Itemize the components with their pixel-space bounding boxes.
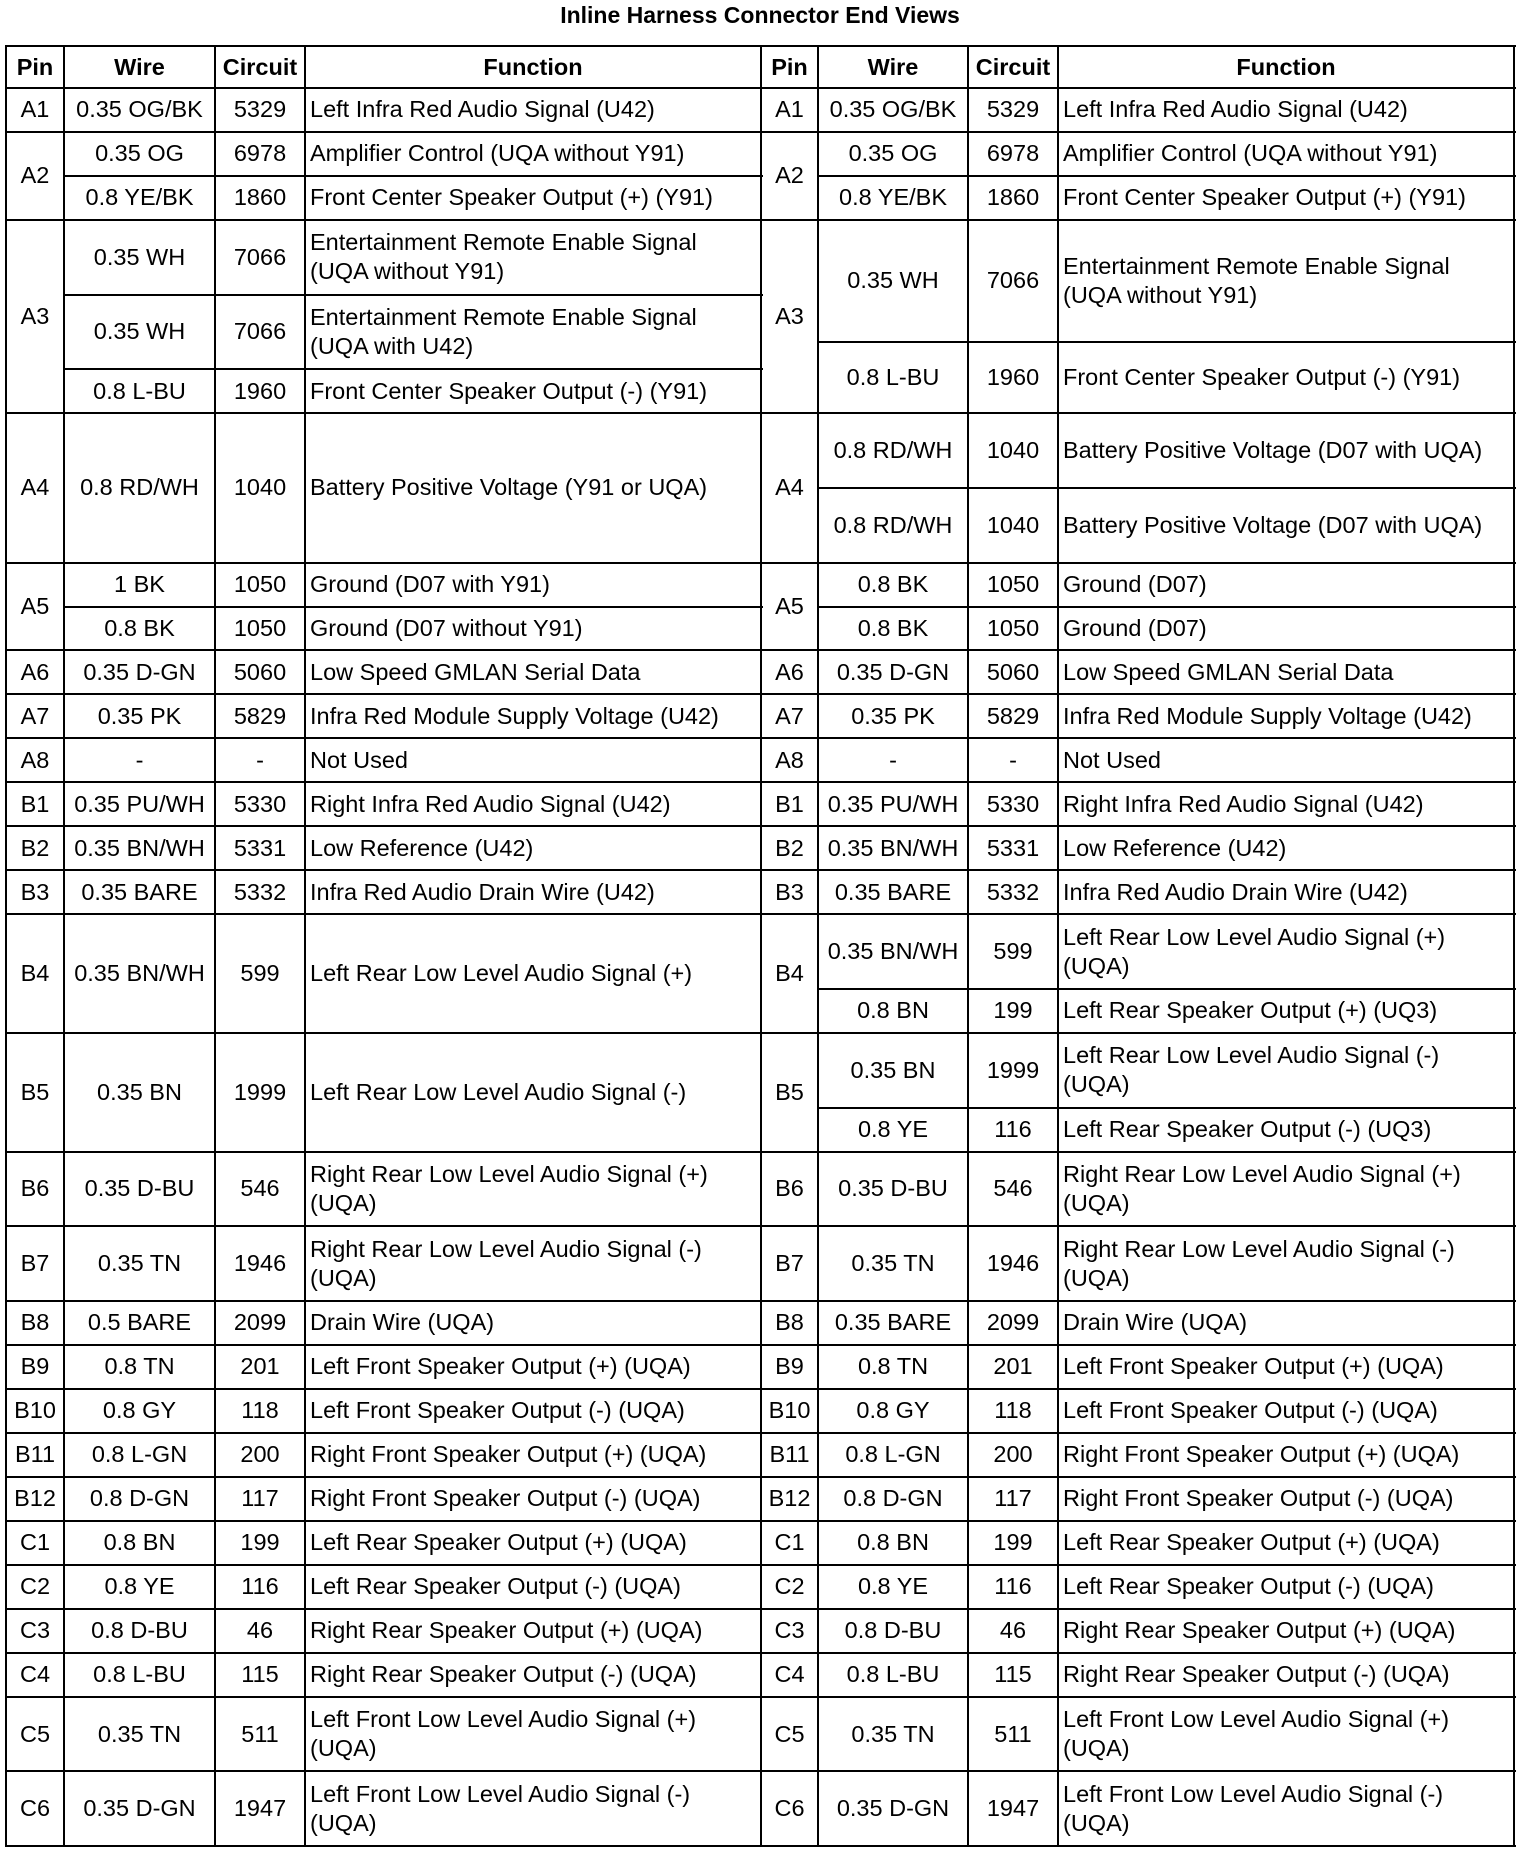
wire-cell: 0.8 TN bbox=[104, 1353, 175, 1380]
function-cell: Entertainment Remote Enable Signal (UQA without Y91) bbox=[310, 229, 697, 285]
function-cell: Left Rear Speaker Output (+) (UQ3) bbox=[1063, 997, 1438, 1024]
wire-cell: 0.35 OG bbox=[848, 140, 938, 167]
function-cell: Left Infra Red Audio Signal (U42) bbox=[310, 96, 655, 123]
column-header-circuit: Circuit bbox=[222, 53, 298, 80]
pin-cell: A7 bbox=[775, 702, 804, 729]
function-cell: Left Rear Low Level Audio Signal (+) (UQA) bbox=[1063, 923, 1446, 979]
pin-cell: C3 bbox=[19, 1617, 51, 1644]
circuit-cell: 199 bbox=[993, 997, 1033, 1024]
circuit-cell: 5329 bbox=[233, 96, 287, 123]
function-cell: Battery Positive Voltage (D07 with UQA) bbox=[1063, 437, 1483, 464]
wire-cell: 1 BK bbox=[114, 571, 165, 597]
wire-cell: 0.35 BN bbox=[97, 1078, 182, 1105]
circuit-cell: 5331 bbox=[986, 834, 1040, 861]
function-cell: Not Used bbox=[310, 746, 408, 773]
circuit-cell: 115 bbox=[994, 1661, 1032, 1688]
wire-cell: 0.8 BN bbox=[103, 1529, 176, 1556]
wire-cell: 0.35 BN bbox=[850, 1056, 936, 1083]
function-cell: Left Rear Low Level Audio Signal (-) (UQA) bbox=[1063, 1042, 1440, 1098]
circuit-cell: 200 bbox=[993, 1441, 1033, 1468]
circuit-cell: 1050 bbox=[986, 614, 1040, 641]
wire-cell: 0.5 BARE bbox=[87, 1309, 192, 1336]
function-cell: Not Used bbox=[1063, 746, 1161, 773]
wire-cell: 0.35 TN bbox=[97, 1720, 182, 1747]
column-divider bbox=[760, 45, 762, 1847]
wire-cell: 0.8 D-BU bbox=[91, 1617, 188, 1644]
function-cell: Battery Positive Voltage (Y91 or UQA) bbox=[310, 474, 708, 501]
pin-cell: B9 bbox=[775, 1353, 804, 1380]
wire-cell: 0.8 L-GN bbox=[845, 1441, 941, 1468]
pin-cell: B10 bbox=[768, 1397, 811, 1424]
wire-cell: 0.35 BN/WH bbox=[827, 938, 959, 965]
wire-cell: 0.8 BK bbox=[104, 614, 175, 641]
wire-cell: 0.35 TN bbox=[97, 1250, 182, 1277]
pin-cell: A5 bbox=[775, 592, 804, 619]
wire-cell: 0.8 D-BU bbox=[844, 1617, 942, 1644]
wire-cell: 0.35 D-BU bbox=[84, 1175, 195, 1202]
circuit-cell: 115 bbox=[241, 1661, 279, 1688]
pin-cell: B7 bbox=[20, 1250, 50, 1277]
circuit-cell: 117 bbox=[241, 1485, 279, 1512]
pin-cell: A8 bbox=[775, 746, 804, 773]
function-cell: Left Rear Low Level Audio Signal (+) bbox=[310, 960, 693, 987]
wire-cell: 0.35 D-GN bbox=[83, 1795, 196, 1822]
column-divider bbox=[1057, 45, 1059, 1847]
pin-cell: B8 bbox=[775, 1309, 804, 1336]
wire-cell: 0.8 GY bbox=[856, 1397, 930, 1424]
function-cell: Entertainment Remote Enable Signal (UQA with U42) bbox=[310, 303, 697, 359]
circuit-cell: 511 bbox=[241, 1720, 279, 1747]
circuit-cell: 1860 bbox=[233, 184, 287, 211]
wire-cell: 0.35 TN bbox=[851, 1250, 935, 1277]
function-cell: Ground (D07 with Y91) bbox=[310, 571, 550, 597]
wire-cell: 0.35 PU/WH bbox=[74, 790, 205, 817]
wire-cell: 0.35 D-GN bbox=[836, 1795, 950, 1822]
wire-cell: - bbox=[135, 746, 144, 773]
circuit-cell: 5060 bbox=[233, 658, 287, 685]
wire-cell: 0.8 YE bbox=[857, 1573, 929, 1600]
circuit-cell: 116 bbox=[994, 1573, 1032, 1600]
circuit-cell: 1947 bbox=[233, 1795, 287, 1822]
wire-cell: 0.8 BN bbox=[857, 997, 929, 1024]
circuit-cell: 1946 bbox=[233, 1250, 287, 1277]
pin-cell: C4 bbox=[774, 1661, 805, 1688]
wire-cell: 0.35 WH bbox=[93, 318, 186, 345]
function-cell: Ground (D07) bbox=[1063, 571, 1207, 597]
circuit-cell: - bbox=[1009, 746, 1017, 773]
circuit-cell: 1960 bbox=[233, 377, 287, 404]
wire-cell: 0.8 BN bbox=[857, 1529, 929, 1556]
pin-cell: B11 bbox=[769, 1441, 810, 1468]
pin-cell: B6 bbox=[775, 1175, 804, 1202]
circuit-cell: 5331 bbox=[233, 834, 287, 861]
pin-cell: C1 bbox=[774, 1529, 805, 1556]
circuit-cell: - bbox=[256, 746, 264, 773]
circuit-cell: 1960 bbox=[986, 363, 1040, 390]
pin-cell: B9 bbox=[20, 1353, 50, 1380]
wire-cell: 0.35 OG/BK bbox=[829, 96, 957, 123]
function-cell: Infra Red Module Supply Voltage (U42) bbox=[1063, 702, 1472, 729]
circuit-cell: 118 bbox=[994, 1397, 1032, 1424]
circuit-cell: 201 bbox=[993, 1353, 1033, 1380]
pin-cell: C2 bbox=[774, 1573, 805, 1600]
wire-cell: 0.35 WH bbox=[93, 243, 186, 270]
circuit-cell: 6978 bbox=[986, 140, 1040, 167]
wire-cell: 0.8 D-GN bbox=[89, 1485, 190, 1512]
circuit-cell: 7066 bbox=[986, 267, 1040, 294]
pin-cell: B6 bbox=[20, 1175, 50, 1202]
pin-cell: A2 bbox=[20, 162, 50, 189]
function-cell: Front Center Speaker Output (+) (Y91) bbox=[310, 184, 713, 211]
function-cell: Left Front Low Level Audio Signal (+) (UQA) bbox=[1063, 1706, 1450, 1761]
circuit-cell: 116 bbox=[241, 1573, 279, 1600]
wire-cell: 0.35 D-BU bbox=[838, 1175, 948, 1202]
circuit-cell: 1040 bbox=[233, 474, 287, 501]
function-cell: Left Front Speaker Output (+) (UQA) bbox=[1063, 1353, 1444, 1380]
column-divider bbox=[304, 45, 306, 1847]
function-cell: Infra Red Audio Drain Wire (U42) bbox=[1063, 878, 1408, 905]
function-cell: Right Infra Red Audio Signal (U42) bbox=[1063, 790, 1424, 817]
circuit-cell: 1050 bbox=[986, 571, 1040, 597]
function-cell: Left Front Low Level Audio Signal (+) (UQA) bbox=[310, 1706, 697, 1761]
column-divider bbox=[1513, 45, 1515, 1847]
function-cell: Right Rear Speaker Output (+) (UQA) bbox=[310, 1617, 703, 1644]
function-cell: Left Front Speaker Output (+) (UQA) bbox=[310, 1353, 691, 1380]
function-cell: Right Rear Low Level Audio Signal (+) (UQA) bbox=[1063, 1160, 1461, 1216]
pin-cell: A2 bbox=[775, 162, 804, 189]
wire-cell: 0.8 L-BU bbox=[93, 1661, 186, 1688]
circuit-cell: 5829 bbox=[233, 702, 287, 729]
function-cell: Low Speed GMLAN Serial Data bbox=[310, 658, 641, 685]
pin-cell: B2 bbox=[20, 834, 50, 861]
pin-cell: B12 bbox=[768, 1485, 811, 1512]
column-divider bbox=[967, 45, 969, 1847]
function-cell: Right Front Speaker Output (-) (UQA) bbox=[310, 1485, 701, 1512]
function-cell: Right Rear Low Level Audio Signal (-) (UQA) bbox=[310, 1235, 702, 1291]
column-header-function: Function bbox=[1236, 53, 1336, 80]
circuit-cell: 546 bbox=[240, 1175, 280, 1202]
function-cell: Low Reference (U42) bbox=[310, 834, 534, 861]
wire-cell: 0.35 BN/WH bbox=[74, 834, 205, 861]
circuit-cell: 6978 bbox=[233, 140, 287, 167]
wire-cell: 0.35 BARE bbox=[81, 878, 198, 905]
function-cell: Infra Red Audio Drain Wire (U42) bbox=[310, 878, 655, 905]
pin-cell: B1 bbox=[775, 790, 804, 817]
function-cell: Left Front Low Level Audio Signal (-) (UQA) bbox=[1063, 1780, 1444, 1836]
circuit-cell: 5829 bbox=[986, 702, 1040, 729]
function-cell: Left Front Speaker Output (-) (UQA) bbox=[310, 1397, 685, 1424]
wire-cell: 0.8 L-GN bbox=[91, 1441, 188, 1468]
pin-cell: C5 bbox=[19, 1720, 51, 1747]
page-title: Inline Harness Connector End Views bbox=[560, 2, 960, 28]
pin-cell: A1 bbox=[20, 96, 50, 123]
function-cell: Left Front Low Level Audio Signal (-) (UQA) bbox=[310, 1780, 691, 1836]
circuit-cell: 5332 bbox=[233, 878, 287, 905]
wire-cell: 0.35 D-GN bbox=[836, 658, 950, 685]
pin-cell: B11 bbox=[14, 1441, 56, 1468]
column-divider bbox=[817, 45, 819, 1847]
circuit-cell: 201 bbox=[240, 1353, 280, 1380]
wire-cell: 0.8 YE/BK bbox=[85, 184, 194, 211]
function-cell: Left Rear Speaker Output (+) (UQA) bbox=[1063, 1529, 1440, 1556]
circuit-cell: 199 bbox=[240, 1529, 280, 1556]
pin-cell: B5 bbox=[775, 1078, 804, 1105]
column-header-pin: Pin bbox=[16, 53, 54, 80]
function-cell: Left Rear Speaker Output (-) (UQ3) bbox=[1063, 1116, 1432, 1143]
wire-cell: 0.35 PK bbox=[97, 702, 182, 729]
circuit-cell: 116 bbox=[994, 1116, 1032, 1143]
function-cell: Right Front Speaker Output (+) (UQA) bbox=[310, 1441, 707, 1468]
circuit-cell: 117 bbox=[994, 1485, 1032, 1512]
function-cell: Drain Wire (UQA) bbox=[1063, 1309, 1248, 1336]
function-cell: Front Center Speaker Output (-) (Y91) bbox=[1063, 363, 1461, 390]
function-cell: Battery Positive Voltage (D07 with UQA) bbox=[1063, 511, 1483, 538]
circuit-cell: 546 bbox=[993, 1175, 1033, 1202]
wire-cell: 0.35 TN bbox=[851, 1720, 935, 1747]
circuit-cell: 7066 bbox=[233, 318, 287, 345]
pin-cell: B3 bbox=[20, 878, 50, 905]
column-divider bbox=[5, 45, 7, 1847]
column-header-pin: Pin bbox=[771, 53, 808, 80]
pin-cell: C6 bbox=[19, 1795, 51, 1822]
function-cell: Ground (D07 without Y91) bbox=[310, 614, 583, 641]
wire-cell: 0.8 L-BU bbox=[846, 363, 940, 390]
wire-cell: 0.35 BN/WH bbox=[74, 960, 205, 987]
function-cell: Infra Red Module Supply Voltage (U42) bbox=[310, 702, 719, 729]
wire-cell: 0.35 OG bbox=[95, 140, 184, 167]
wire-cell: 0.8 L-BU bbox=[93, 377, 186, 404]
wire-cell: 0.8 D-GN bbox=[843, 1485, 943, 1512]
circuit-cell: 1050 bbox=[233, 614, 287, 641]
wire-cell: 0.35 BARE bbox=[834, 878, 952, 905]
wire-cell: 0.8 RD/WH bbox=[833, 437, 953, 464]
wire-cell: - bbox=[889, 746, 897, 773]
pin-cell: C6 bbox=[774, 1795, 805, 1822]
pin-cell: C3 bbox=[774, 1617, 805, 1644]
pin-cell: A6 bbox=[775, 658, 804, 685]
wire-cell: 0.35 PU/WH bbox=[827, 790, 959, 817]
pin-cell: B4 bbox=[20, 960, 50, 987]
function-cell: Right Rear Low Level Audio Signal (-) (UQA) bbox=[1063, 1235, 1455, 1291]
circuit-cell: 1946 bbox=[986, 1250, 1040, 1277]
function-cell: Amplifier Control (UQA without Y91) bbox=[1063, 140, 1438, 167]
wire-cell: 0.8 BK bbox=[857, 571, 929, 597]
wire-cell: 0.8 GY bbox=[102, 1397, 177, 1424]
function-cell: Right Rear Speaker Output (-) (UQA) bbox=[1063, 1661, 1450, 1688]
pin-cell: A7 bbox=[20, 702, 50, 729]
wire-cell: 0.8 YE/BK bbox=[839, 184, 947, 211]
function-cell: Right Front Speaker Output (-) (UQA) bbox=[1063, 1485, 1454, 1512]
function-cell: Left Infra Red Audio Signal (U42) bbox=[1063, 96, 1408, 123]
function-cell: Right Rear Low Level Audio Signal (+) (UQA) bbox=[310, 1160, 708, 1216]
function-cell: Front Center Speaker Output (-) (Y91) bbox=[310, 377, 708, 404]
circuit-cell: 599 bbox=[993, 938, 1033, 965]
function-cell: Entertainment Remote Enable Signal (UQA without Y91) bbox=[1063, 252, 1450, 308]
pin-cell: C2 bbox=[19, 1573, 51, 1600]
column-header-wire: Wire bbox=[867, 53, 919, 80]
column-header-wire: Wire bbox=[114, 53, 165, 80]
pin-cell: A1 bbox=[775, 96, 804, 123]
function-cell: Left Rear Low Level Audio Signal (-) bbox=[310, 1078, 687, 1105]
pin-cell: A8 bbox=[20, 746, 50, 773]
circuit-cell: 1050 bbox=[233, 571, 287, 597]
wire-cell: 0.8 L-BU bbox=[846, 1661, 940, 1688]
pin-cell: A6 bbox=[20, 658, 50, 685]
circuit-cell: 200 bbox=[240, 1441, 280, 1468]
circuit-cell: 1999 bbox=[986, 1056, 1040, 1083]
pin-cell: B3 bbox=[775, 878, 804, 905]
circuit-cell: 1860 bbox=[986, 184, 1040, 211]
wire-cell: 0.35 BARE bbox=[834, 1309, 952, 1336]
wire-cell: 0.8 RD/WH bbox=[80, 474, 199, 501]
function-cell: Low Reference (U42) bbox=[1063, 834, 1287, 861]
wire-cell: 0.35 D-GN bbox=[83, 658, 196, 685]
pin-cell: A4 bbox=[20, 474, 50, 501]
wire-cell: 0.8 YE bbox=[857, 1116, 929, 1143]
pin-cell: C1 bbox=[19, 1529, 51, 1556]
circuit-cell: 5332 bbox=[986, 878, 1040, 905]
pin-cell: A3 bbox=[20, 303, 50, 330]
function-cell: Right Infra Red Audio Signal (U42) bbox=[310, 790, 671, 817]
pin-cell: B1 bbox=[20, 790, 50, 817]
function-cell: Left Front Speaker Output (-) (UQA) bbox=[1063, 1397, 1438, 1424]
wire-cell: 0.35 BN/WH bbox=[827, 834, 959, 861]
column-header-function: Function bbox=[483, 53, 583, 80]
circuit-cell: 1999 bbox=[233, 1078, 287, 1105]
circuit-cell: 2099 bbox=[986, 1309, 1040, 1336]
wire-cell: 0.35 PK bbox=[851, 702, 935, 729]
column-header-circuit: Circuit bbox=[975, 53, 1051, 80]
column-divider bbox=[214, 45, 216, 1847]
pin-cell: B8 bbox=[20, 1309, 50, 1336]
wire-cell: 0.8 TN bbox=[857, 1353, 929, 1380]
pin-cell: B12 bbox=[14, 1485, 56, 1512]
function-cell: Amplifier Control (UQA without Y91) bbox=[310, 140, 685, 167]
function-cell: Left Rear Speaker Output (-) (UQA) bbox=[310, 1573, 681, 1600]
wire-cell: 0.8 YE bbox=[104, 1573, 175, 1600]
pin-cell: B7 bbox=[775, 1250, 804, 1277]
circuit-cell: 1040 bbox=[986, 511, 1040, 538]
pin-cell: C5 bbox=[774, 1720, 805, 1747]
circuit-cell: 1040 bbox=[986, 437, 1040, 464]
pin-cell: A3 bbox=[775, 303, 804, 330]
pin-cell: B5 bbox=[20, 1078, 50, 1105]
circuit-cell: 118 bbox=[241, 1397, 279, 1424]
wire-cell: 0.8 RD/WH bbox=[833, 511, 953, 538]
function-cell: Right Rear Speaker Output (+) (UQA) bbox=[1063, 1617, 1456, 1644]
circuit-cell: 5330 bbox=[986, 790, 1040, 817]
circuit-cell: 199 bbox=[993, 1529, 1033, 1556]
circuit-cell: 511 bbox=[994, 1720, 1032, 1747]
function-cell: Left Rear Speaker Output (-) (UQA) bbox=[1063, 1573, 1434, 1600]
pin-cell: B10 bbox=[14, 1397, 56, 1424]
function-cell: Drain Wire (UQA) bbox=[310, 1309, 495, 1336]
pin-cell: B2 bbox=[775, 834, 804, 861]
circuit-cell: 5330 bbox=[233, 790, 287, 817]
pin-cell: B4 bbox=[775, 960, 804, 987]
function-cell: Right Front Speaker Output (+) (UQA) bbox=[1063, 1441, 1460, 1468]
pin-cell: C4 bbox=[19, 1661, 51, 1688]
wire-cell: 0.35 OG/BK bbox=[76, 96, 203, 123]
function-cell: Front Center Speaker Output (+) (Y91) bbox=[1063, 184, 1466, 211]
pin-cell: A4 bbox=[775, 474, 804, 501]
function-cell: Low Speed GMLAN Serial Data bbox=[1063, 658, 1394, 685]
wire-cell: 0.35 WH bbox=[847, 267, 939, 294]
circuit-cell: 5060 bbox=[986, 658, 1040, 685]
circuit-cell: 2099 bbox=[233, 1309, 287, 1336]
circuit-cell: 5329 bbox=[986, 96, 1040, 123]
wire-cell: 0.8 BK bbox=[857, 614, 929, 641]
circuit-cell: 1947 bbox=[986, 1795, 1040, 1822]
circuit-cell: 46 bbox=[999, 1617, 1027, 1644]
function-cell: Right Rear Speaker Output (-) (UQA) bbox=[310, 1661, 697, 1688]
column-divider bbox=[63, 45, 65, 1847]
function-cell: Ground (D07) bbox=[1063, 614, 1207, 641]
function-cell: Left Rear Speaker Output (+) (UQA) bbox=[310, 1529, 687, 1556]
circuit-cell: 7066 bbox=[233, 243, 287, 270]
circuit-cell: 599 bbox=[240, 960, 280, 987]
pin-cell: A5 bbox=[20, 592, 50, 619]
circuit-cell: 46 bbox=[246, 1617, 274, 1644]
